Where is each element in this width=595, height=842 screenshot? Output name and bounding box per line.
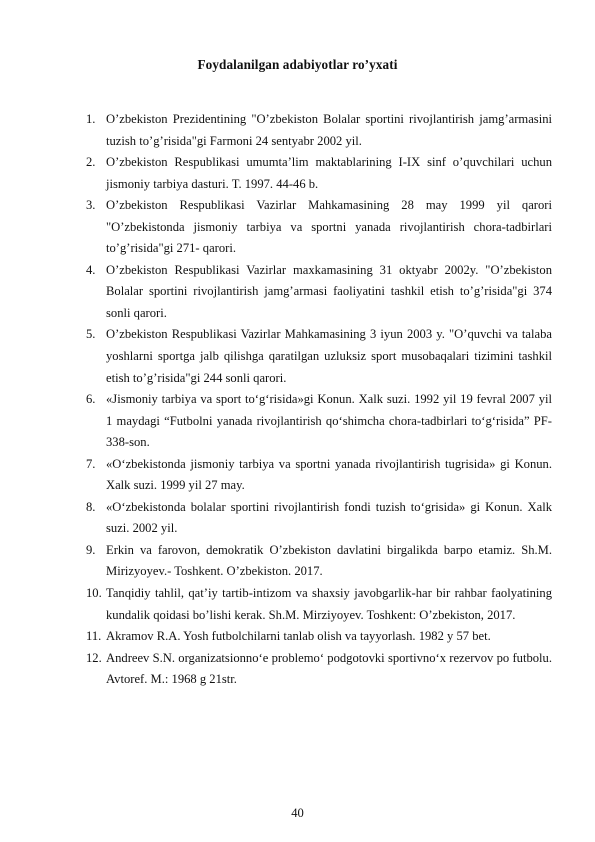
reference-number: 9.: [86, 542, 96, 557]
reference-item: [86, 583, 552, 626]
reference-text: Andreev S.N. organizatsionno‘e problemo‘ podgotovki sportivno‘x rezervov po futbolu. Avtoref. M.: 1968 g 21str.: [106, 650, 552, 687]
reference-text: O’zbekiston Respublikasi Vazirlar Mahkamasining 3 iyun 2003 y. "O’quvchi va talaba yoshlarni sportga jalb qilishga qaratilgan uzluksiz sport musobaqalari tizimini tashkil etish to’g’risida"gi 244 sonli qarori.: [106, 327, 552, 385]
reference-item: [86, 540, 552, 583]
reference-number: 11.: [86, 629, 102, 644]
page-title: Foydalanilgan adabiyotlar ro’yxati: [197, 57, 398, 72]
reference-number: 12.: [86, 650, 102, 665]
reference-item: [86, 152, 552, 195]
reference-item: [86, 109, 552, 152]
reference-item: [86, 260, 552, 325]
reference-number: 8.: [86, 499, 96, 514]
reference-text: Tanqidiy tahlil, qat’iy tartib-intizom va shaxsiy javobgarlik-har bir rahbar faolyatining kundalik qoidasi bo’lishi kerak. Sh.M. Mirziyoyev. Toshkent: O’zbekiston, 2017.: [106, 586, 552, 622]
reference-text: «O‘zbekistonda bolalar sportini rivojlantirish fondi tuzish to‘grisida» gi Konun. Xalk suzi. 2002 yil.: [106, 499, 552, 536]
reference-text: O’zbekiston Respublikasi Vazirlar maxkamasining 31 oktyabr 2002y. "O’zbekiston Bolalar sportini rivojlantirish jamg’armasi faoliyatini tashkil etish to’g’risida"gi 374 sonli qarori.: [106, 262, 552, 320]
reference-number: 4.: [86, 262, 96, 277]
reference-item: [86, 454, 552, 497]
reference-text: O’zbekiston Respublikasi Vazirlar Mahkamasining 28 may 1999 yil qarori "O’zbekistonda jismoniy tarbiya va sportni yanada rivojlantirish chora-tadbirlari to’g’risida"gi 271- qarori.: [106, 198, 552, 256]
reference-item: [86, 497, 552, 540]
reference-number: 5.: [86, 327, 96, 342]
reference-number: 6.: [86, 392, 96, 407]
reference-number: 7.: [86, 456, 96, 471]
reference-text: Erkin va farovon, demokratik O’zbekiston davlatini birgalikda barpo etamiz. Sh.M. Mirizyoyev.- Toshkent. O’zbekiston. 2017.: [106, 542, 552, 579]
reference-text: O’zbekiston Respublikasi umumta’lim maktablarining I-IX sinf o’quvchilari uchun jismoniy tarbiya dasturi. T. 1997. 44-46 b.: [106, 155, 552, 191]
reference-text: «Jismoniy tarbiya va sport to‘g‘risida»gi Konun. Xalk suzi. 1992 yil 19 fevral 2007 yil 1 maydagi “Futbolni yanada rivojlantirish qo‘shimcha chora-tadbirlari to‘g‘risida” PF-338-son.: [106, 392, 552, 450]
reference-number: 2.: [86, 155, 96, 170]
page-number: 40: [291, 806, 304, 820]
reference-list: [86, 109, 552, 691]
reference-item: [86, 648, 552, 691]
reference-number: 3.: [86, 198, 96, 213]
reference-item: [86, 626, 552, 648]
reference-item: [86, 324, 552, 389]
reference-number: 10.: [86, 586, 102, 601]
reference-text: Akramov R.A. Yosh futbolchilarni tanlab olish va tayyorlash. 1982 y 57 bet.: [106, 629, 491, 644]
reference-text: «O‘zbekistonda jismoniy tarbiya va sportni yanada rivojlantirish tugrisida» gi Konun. Xalk suzi. 1999 yil 27 may.: [106, 456, 552, 493]
reference-text: O’zbekiston Prezidentining "O’zbekiston Bolalar sportini rivojlantirish jamg’armasini tuzish to’g’risida"gi Farmoni 24 sentyabr 2002 yil.: [106, 112, 552, 148]
reference-item: [86, 389, 552, 454]
reference-number: 1.: [86, 112, 96, 126]
reference-item: [86, 195, 552, 260]
